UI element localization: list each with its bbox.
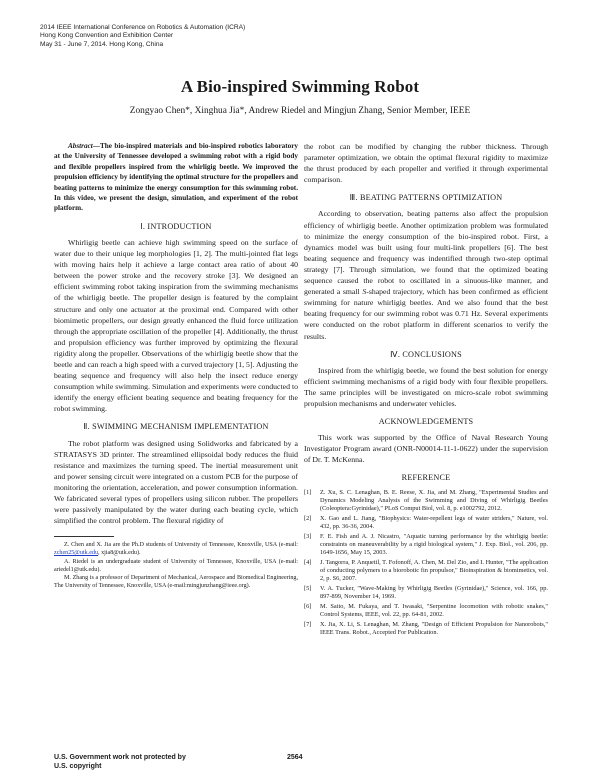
section-heading-conclusions: Ⅳ. CONCLUSIONS	[390, 349, 462, 359]
section-heading-mechanism: Ⅱ. SWIMMING MECHANISM IMPLEMENTATION	[83, 422, 269, 432]
reference-text: F. E. Fish and A. J. Nicastro, "Aquatic turning performance by the whirligig beetle: constraints on maneuverability by a rigid biological system," J. Exp. Biol., vol. 206, pp. 1649-1656, May 15, 2003.	[320, 532, 548, 557]
conference-venue: Hong Kong Convention and Exhibition Center	[40, 32, 174, 40]
page-number: 2564	[287, 754, 303, 761]
reference-item	[304, 621, 548, 637]
reference-item	[304, 515, 548, 531]
reference-item	[304, 585, 548, 601]
footnote-authors-chen-jia	[54, 541, 298, 557]
reference-number: [2]	[304, 514, 312, 522]
abstract-text: —The bio-inspired materials and bio-inspired robotics laboratory at the University of Tennessee developed a swimming robot with a rigid body and flexible propellers inspired from the whirligig beetle. We improved the propulsion efficiency by identifying the optimal structure for the propellers and beating patterns to minimize the energy consumption for this swimming robot. In this video, we present the design, simulation, and experiment of the robot platform.	[54, 142, 298, 213]
email-link[interactable]: zchen25@utk.edu	[54, 550, 99, 557]
footnotes	[54, 541, 298, 590]
reference-text: J. Tangorra, P. Anquetil, T. Fofonoff, A. Chen, M. Del Zio, and I. Hunter, "The application of conducting polymers to a biorobotic fin propulsor," Bioinspiration & biomimetics, vol. 2, p. S6, 2007.	[320, 558, 548, 583]
copyright-line: U.S. copyright	[54, 762, 102, 770]
section-heading-beating-patterns: Ⅲ. BEATING PATTERNS OPTIMIZATION	[349, 193, 503, 203]
reference-text: X. Gao and L. Jiang, "Biophysics: Water-repellent legs of water striders," Nature, vol. 432, pp. 36-36, 2004.	[320, 514, 548, 530]
reference-text: X. Jia, X. Li, S. Lenaghan, M. Zhang, "Design of Efficient Propulsion for Nanorobots," IEEE Trans. Robot., Accepted For Publication.	[320, 621, 548, 637]
copyright-notice	[54, 754, 186, 771]
reference-number: [3]	[304, 532, 312, 540]
reference-number: [4]	[304, 558, 312, 566]
beating-patterns-paragraph	[304, 208, 548, 341]
acknowledgements-paragraph: This work was supported by the Office of Naval Research Young Investigator Program award (ONR-N00014-11-1-0622) under the supervision of Dr. T. McKenna.	[304, 433, 548, 465]
right-column	[304, 141, 548, 639]
conference-name: 2014 IEEE International Conference on Robotics & Automation (ICRA)	[40, 24, 246, 31]
author-list: Zongyao Chen*, Xinghua Jia*, Andrew Riedel and Mingjun Zhang, Senior Member, IEEE	[129, 106, 471, 116]
reference-text: V. A. Tucker, "Wave-Making by Whirligig Beetles (Gyrinidae)," Science, vol. 166, pp. 897-899, November 14, 1969.	[320, 585, 548, 601]
left-column	[54, 141, 298, 591]
copyright-line: U.S. Government work not protected by	[54, 754, 186, 761]
reference-item	[304, 489, 548, 514]
reference-item	[304, 603, 548, 619]
abstract	[54, 141, 298, 214]
conference-dates: May 31 - June 7, 2014. Hong Kong, China	[40, 40, 164, 48]
footnote-author-riedel: A. Riedel is an undergraduate student of University of Tennessee, Knoxville, USA (e-mail: ariedel1@utk.edu).	[54, 558, 298, 573]
italic-s: S	[362, 287, 367, 297]
introduction-paragraph: Whirligig beetle can achieve high swimming speed on the surface of water due to their unique leg morphologies [1, 2]. The multi-jointed flat legs with moving hairs help it achieve a large contact area ratio of about 40 between the power stroke and the recovery stroke [3]. We designed an efficient swimming robot taking inspiration from the swimming mechanisms of the whirligig beetle. The propeller design is featured by the complaint structure and only one actuator at the proximal end. Compared with other biomimetic propellers, our design greatly enhanced the fluid force utilization through the appropriate oscillation of the propeller [4]. Additionally, the thrust and propulsion efficiency was further improved by optimizing the flexural rigidity along the propeller. Observations of the whirligig beetle show that the beetle and can reach a high speed with a curved trajectory [1, 5]. Adjusting the beating sequence and frequency will also help the insect reduce energy consumption while swimming. Simulation and experiments were conducted to identify the energy efficient beating sequence and beating frequency for the robot swimming.	[54, 237, 298, 414]
mechanism-paragraph-continued: the robot can be modified by changing the rubber thickness. Through parameter optimization, we obtain the optimal flexural rigidity to maximize the thrust produced by each propeller and verified it through experimental comparison.	[304, 142, 548, 185]
reference-list	[304, 489, 548, 638]
footnote-text: , xjia8@utk.edu).	[98, 550, 141, 557]
footnote-text: Z. Chen and X. Jia are the Ph.D students of University of Tennessee, Knoxville, USA (e-mail:	[64, 542, 298, 549]
section-heading-references: REFERENCE	[401, 473, 451, 483]
reference-text: M. Saito, M. Fukaya, and T. Iwasaki, "Serpentine locomotion with robotic snakes," Control Systems, IEEE, vol. 22, pp. 64-81, 2002.	[320, 603, 548, 619]
reference-text: Z. Xu, S. C. Lenaghan, B. E. Reese, X. Jia, and M. Zhang, "Experimental Studies and Dynamics Modeling Analysis of the Swimming and Diving of Whirligig Beetles (Coleoptera:Gyrinidae)," PLoS Comput Biol, vol. 8, p. e1002792, 2012.	[320, 488, 548, 512]
conference-header	[40, 24, 245, 49]
paper-title: A Bio-inspired Swimming Robot	[180, 77, 420, 96]
paragraph-text: -shaped trajectory, which has been confirmed as efficient swimming for nature whirligig beetles. And we also found that the best beating frequency for our swimming robot was 0.71 Hz. Several experiments were conducted on the robot platform in different scenarios to verify the results.	[304, 287, 548, 341]
reference-number: [5]	[304, 585, 312, 593]
section-heading-acknowledgements: ACKNOWLEDGEMENTS	[378, 417, 474, 427]
reference-item	[304, 559, 548, 584]
footnote-author-zhang: M. Zhang is a professor of Department of Mechanical, Aerospace and Biomedical Engineering, The University of Tennessee, Knoxville, USA (e-mail:mingjunzhang@ieee.org).	[54, 575, 298, 590]
section-heading-introduction: Ⅰ. INTRODUCTION	[140, 221, 212, 231]
reference-number: [7]	[304, 621, 312, 629]
conclusions-paragraph: Inspired from the whirligig beetle, we found the best solution for energy efficient swimming mechanisms of a rigid body with four flexible propellers. The same principles will be investigated on micro-scale robot swimming propulsion mechanisms and underwater vehicles.	[304, 365, 548, 408]
reference-item	[304, 533, 548, 558]
reference-number: [6]	[304, 603, 312, 611]
footnote-divider	[54, 536, 114, 537]
mechanism-paragraph: The robot platform was designed using Solidworks and fabricated by a STRATASYS 3D printer. The streamlined ellipsoidal body reduces the fluid resistance and maximizes the turning speed. The inertial measurement unit and power sensing circuit were integrated on a custom PCB for the purpose of monitoring the orientation, acceleration, and power consumption information. We fabricated several types of propellers using silicon rubber. The propellers were passively manipulated by the water during each beating cycle, which simplified the control problem. The flexural rigidity of	[54, 438, 298, 526]
reference-number: [1]	[304, 488, 312, 496]
abstract-label: Abstract	[68, 142, 93, 150]
paragraph-text: According to observation, beating patterns also affect the propulsion efficiency of whirligig beetle. Another optimization problem was formulated to minimize the energy consumption of the bio-inspired robot. First, a dynamics model was built using four multi-link propellers [6]. The best beating sequence and frequency was indentified through two-step optimal strategy [7]. Through simulation, we found that the optimized beating sequence caused the robot to oscillated in a sinuous-like manner, and generated a small	[304, 209, 548, 297]
